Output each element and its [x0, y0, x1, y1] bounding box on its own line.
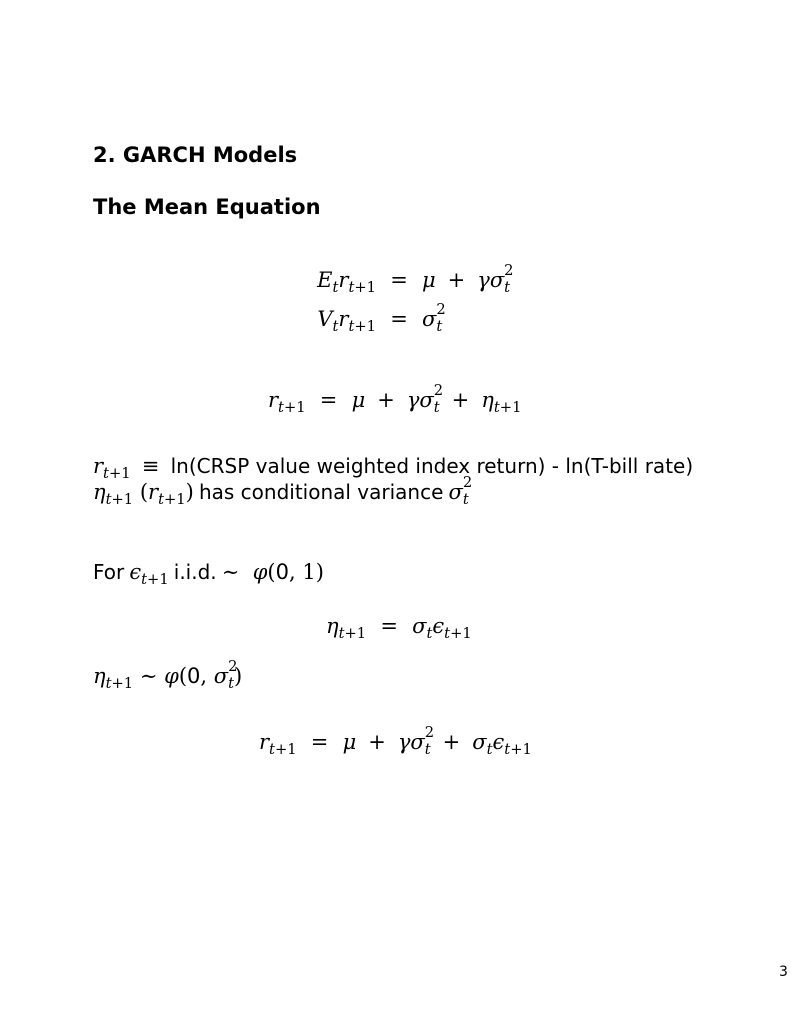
equation-innovation: $\eta_{t+1} = \sigma_t\epsilon_{t+1}$ — [326, 614, 472, 643]
equation-variance: $V_tr_{t+1} = \sigma$ 2 t — [317, 301, 446, 336]
for-text: For — [93, 560, 125, 584]
equation-return-model: $r_{t+1} = \mu + \gamma\sigma$ 2 $t + \eta_{t+1}$ — [268, 382, 522, 417]
conditional-variance-text: has conditional variance — [198, 480, 444, 504]
section-title: 2. GARCH Models — [93, 143, 298, 167]
definition-text: ln(CRSP value weighted index return) - ln(T-bill rate) — [170, 454, 694, 478]
innovation-distribution: $\eta_{t+1}$ ∼ φ(0, σ 2 t) — [93, 658, 243, 693]
equation-return-final: $r_{t+1} = \mu + \gamma\sigma$ 2 $t + \sigma_t\epsilon_{t+1}$ — [259, 724, 532, 759]
iid-text: i.i.d. — [173, 560, 217, 584]
page-number: 3 — [779, 964, 788, 980]
iid-assumption-line: For $\epsilon_{t+1}$ i.i.d. ∼ φ(0, 1) — [93, 560, 324, 589]
conditional-variance-line: $\eta_{t+1}$ $(r_{t+1})$ has conditional variance σ 2 t — [93, 474, 473, 509]
definition-line: $r_{t+1}$ ≡ ln(CRSP value weighted index return) - ln(T-bill rate) — [93, 454, 694, 483]
subsection-title: The Mean Equation — [93, 195, 321, 219]
equation-expected-return: $E_tr_{t+1} = \mu + \gamma\sigma$ 2 t — [317, 262, 514, 297]
